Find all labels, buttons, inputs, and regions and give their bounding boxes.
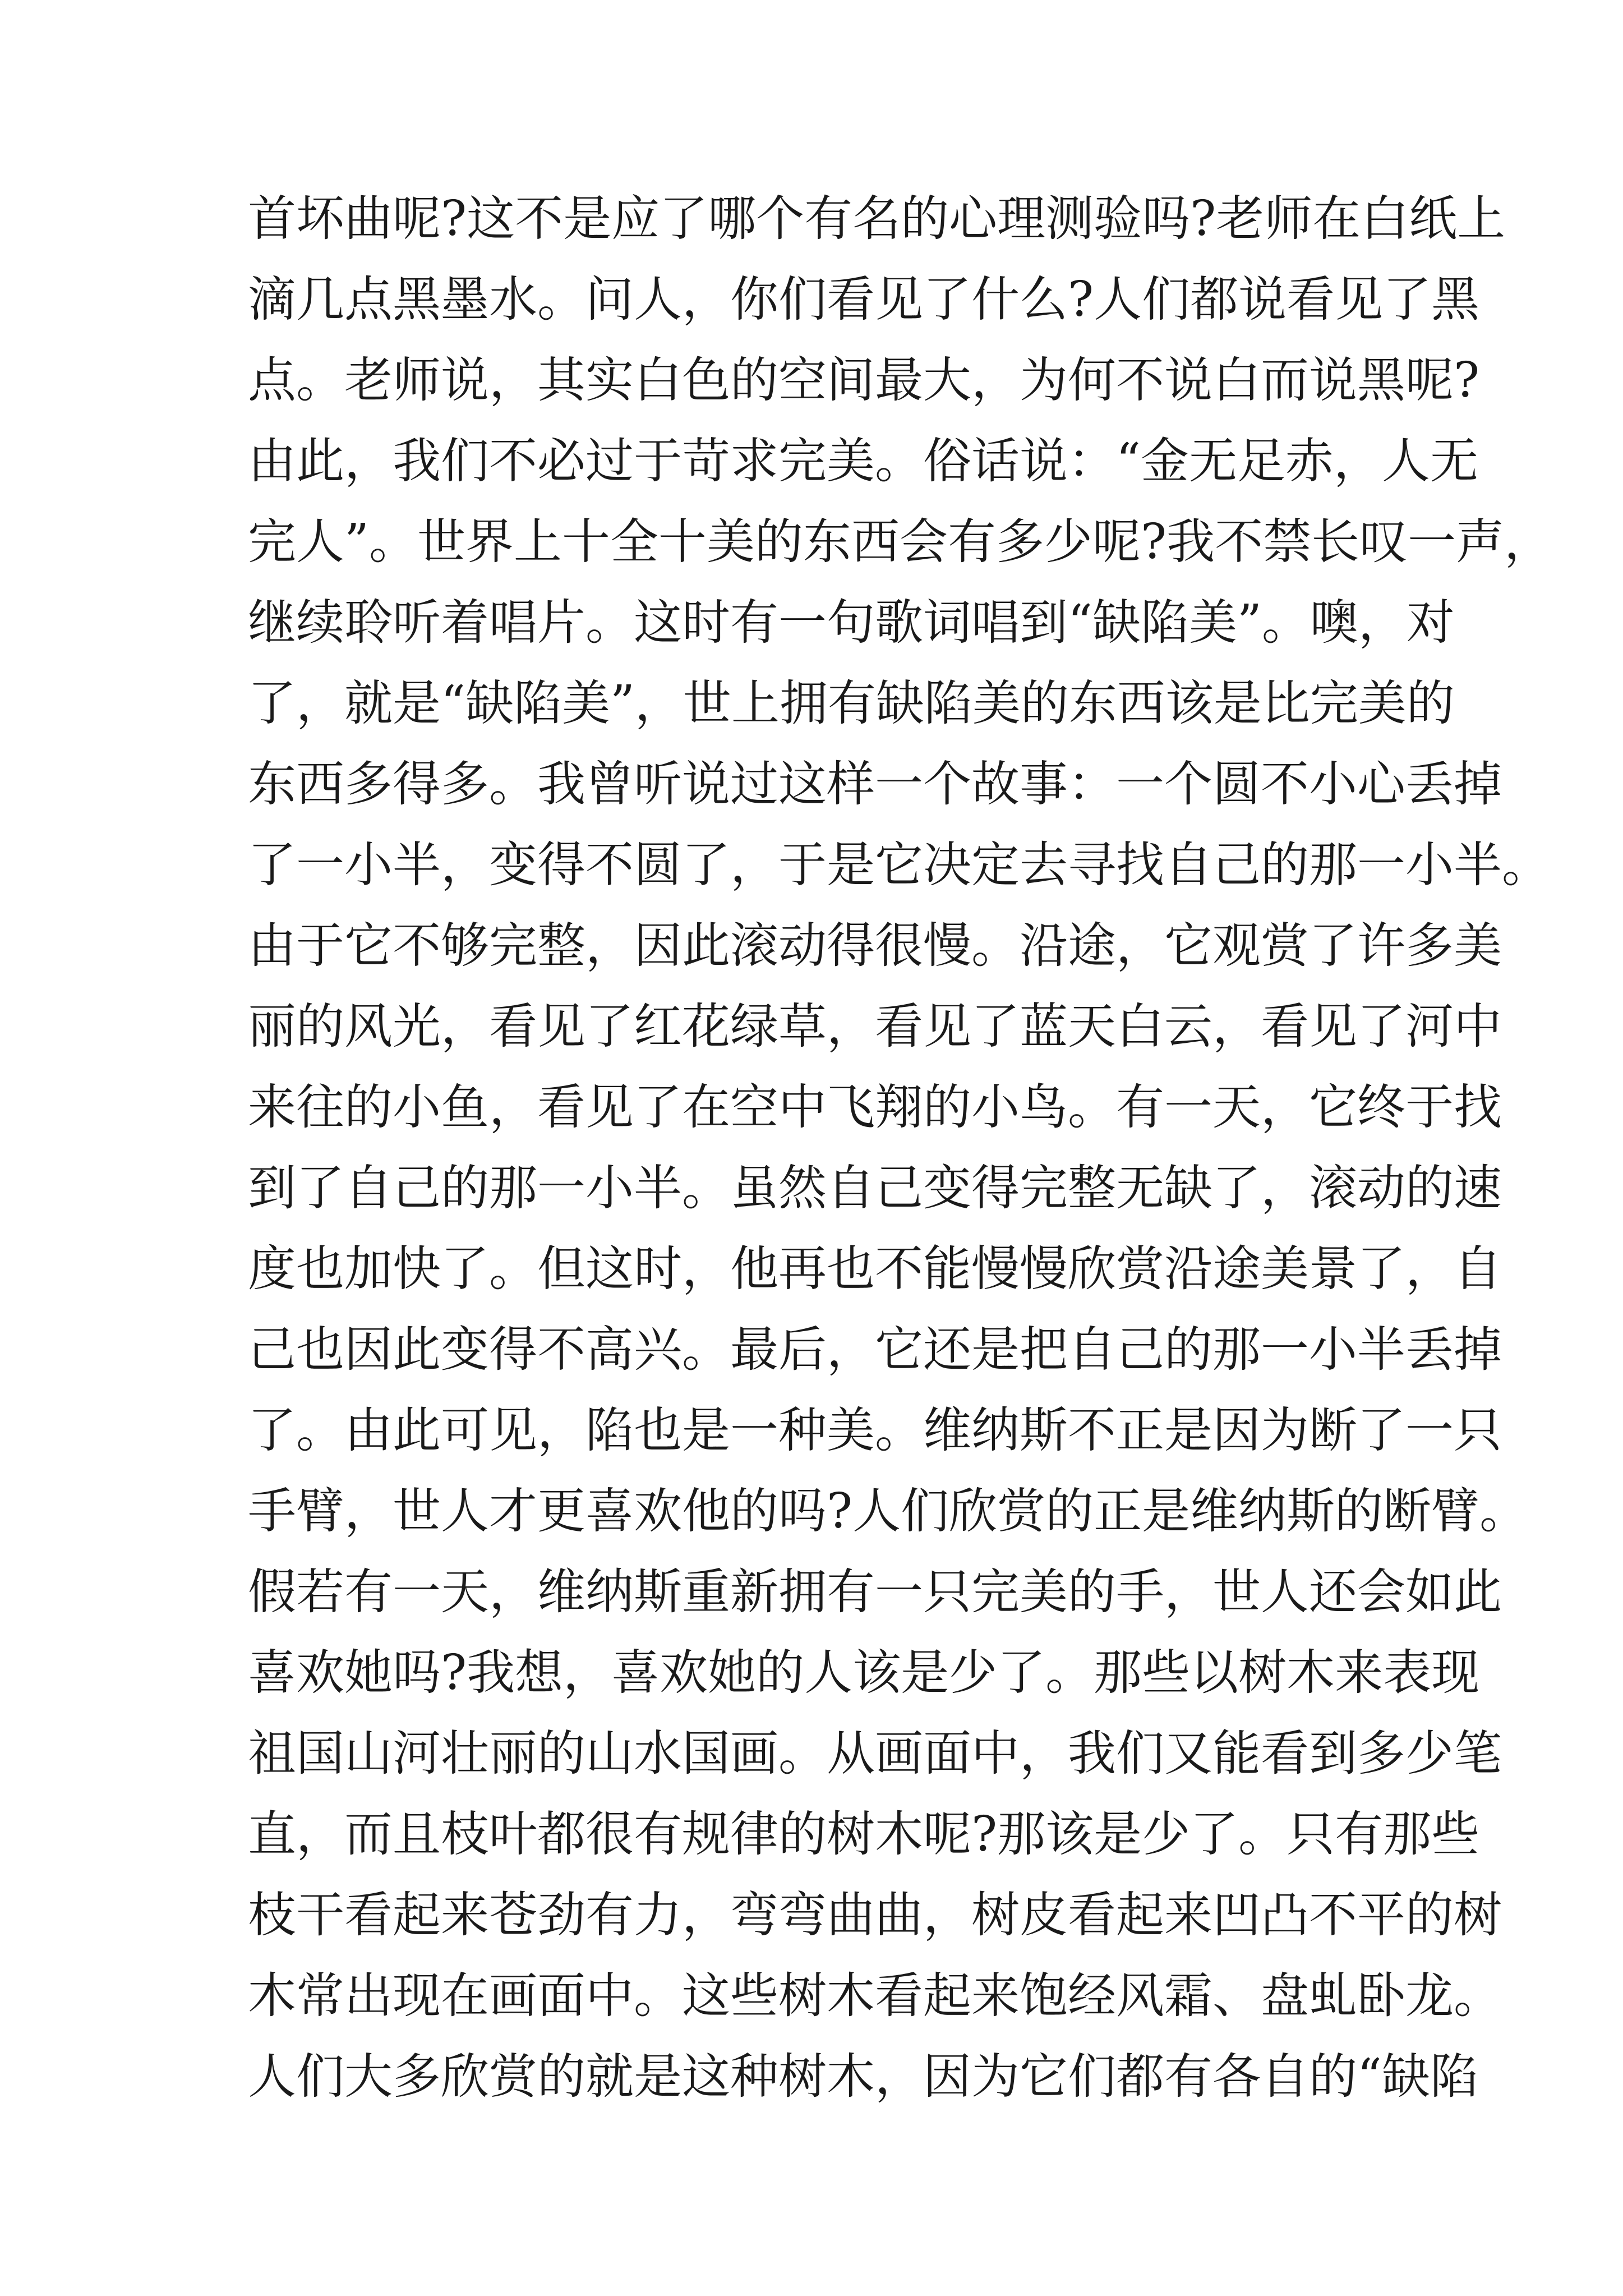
text-line: 了。由此可见，陷也是一种美。维纳斯不正是因为断了一只 (248, 1402, 1502, 1458)
text-line: 喜欢她吗?我想，喜欢她的人该是少了。那些以树木来表现 (248, 1645, 1480, 1701)
text-line: 完人”。世界上十全十美的东西会有多少呢?我不禁长叹一声， (248, 514, 1553, 570)
text-line: 木常出现在画面中。这些树木看起来饱经风霜、盘虬卧龙。 (248, 1968, 1502, 2024)
text-line: 首坏曲呢?这不是应了哪个有名的心理测验吗?老师在白纸上 (248, 191, 1506, 247)
text-line: 祖国山河壮丽的山水国画。从画面中，我们又能看到多少笔 (248, 1726, 1502, 1782)
text-line: 到了自己的那一小半。虽然自己变得完整无缺了，滚动的速 (248, 1160, 1502, 1216)
text-line: 滴几点黑墨水。问人，你们看见了什么?人们都说看见了黑 (248, 272, 1480, 328)
text-line: 了一小半，变得不圆了，于是它决定去寻找自己的那一小半。 (248, 837, 1550, 893)
text-line: 由此，我们不必过于苛求完美。俗话说：“金无足赤，人无 (248, 433, 1478, 489)
text-line: 东西多得多。我曾听说过这样一个故事：一个圆不小心丢掉 (248, 756, 1502, 812)
text-line: 假若有一天，维纳斯重新拥有一只完美的手，世人还会如此 (248, 1564, 1502, 1620)
text-line: 枝干看起来苍劲有力，弯弯曲曲，树皮看起来凹凸不平的树 (248, 1887, 1502, 1943)
text-line: 继续聆听着唱片。这时有一句歌词唱到“缺陷美”。噢，对 (248, 595, 1455, 651)
text-line: 点。老师说，其实白色的空间最大，为何不说白而说黑呢? (248, 352, 1480, 408)
text-line: 直，而且枝叶都很有规律的树木呢?那该是少了。只有那些 (248, 1806, 1480, 1862)
text-line: 人们大多欣赏的就是这种树木，因为它们都有各自的“缺陷 (248, 2049, 1478, 2105)
text-line: 己也因此变得不高兴。最后，它还是把自己的那一小半丢掉 (248, 1322, 1502, 1378)
text-line: 由于它不够完整，因此滚动得很慢。沿途，它观赏了许多美 (248, 918, 1502, 974)
text-line: 手臂，世人才更喜欢他的吗?人们欣赏的正是维纳斯的断臂。 (248, 1483, 1528, 1539)
body-text (248, 178, 1553, 2117)
text-line: 了，就是“缺陷美”，世上拥有缺陷美的东西该是比完美的 (248, 675, 1455, 731)
text-line: 丽的风光，看见了红花绿草，看见了蓝天白云，看见了河中 (248, 999, 1502, 1055)
text-line: 度也加快了。但这时，他再也不能慢慢欣赏沿途美景了，自 (248, 1241, 1502, 1297)
text-line: 来往的小鱼，看见了在空中飞翔的小鸟。有一天，它终于找 (248, 1079, 1502, 1135)
